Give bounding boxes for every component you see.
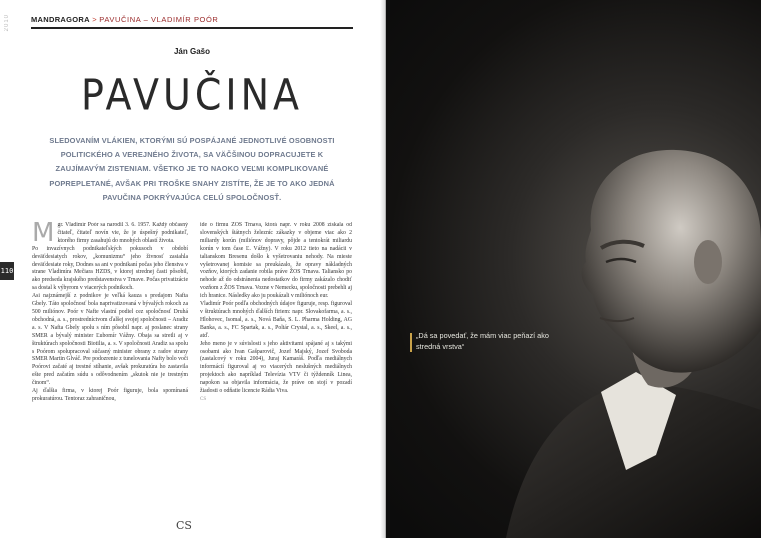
portrait-photo	[386, 0, 761, 538]
pull-quote: „Dá sa povedať, že mám viac peňazí ako stredná vrstva“	[416, 331, 549, 351]
author-byline: Ján Gašo	[173, 47, 210, 56]
ear-shape	[694, 240, 722, 284]
article-lead: SLEDOVANÍM VLÁKIEN, KTORÝMI SÚ POSPÁJANÉ JEDNOTLIVÉ OSOBNOSTI POLITICKÉHO A VEREJNÉHO ŽIVOTA, SA VÄČŠINOU DOPRACUJETE K ZAUJÍMAVÝM ZISTENIAM. VŠETKO JE TO NAOKO VEĽMI KOMPLIKOVANÉ POPREPLETANÉ, AVŠAK PRI TROŠKE SNAHY ZISTÍTE, ŽE JE TO AKO JEDNÁ PAVUČINA POKRÝVAJÚCA CELÚ SPOLOČNOSŤ.	[49, 136, 335, 202]
body-column-2	[200, 222, 352, 514]
folio-ornament: CS	[176, 519, 192, 532]
end-mark: CS	[200, 396, 207, 402]
paragraph: Jeho meno je v súvislosti s jeho aktivitami spájané aj s takými osobami ako Ivan Gašparovič, Jozef Majský, Jozef Svoboda (zastalcový v roku 2004), Juraj Kamaráš. Podľa mediálnych informácií figuroval aj vo viacerých neslušných mediálnych projektoch ako napríklad Televízia VTV či týždenník Linea, napokon sa objavila informácia, že práve on stojí v pozadí žiadosti o odňatie licencie Rádia Viva.	[200, 340, 352, 395]
header-rule	[31, 27, 353, 29]
quote-bar	[410, 333, 412, 352]
right-page	[386, 0, 761, 538]
paragraph: Asi najznámejší z podnikov je veľká kauza s predajom Nafta Gbely. Táto spoločnosť bola naprivatizovaná v bývalých rokoch za 500 miliónov. Poór v Nafte vlastní podiel cez spoločnosť Druhá obchodná, a. s., prostredníctvom ďalšej svojej spoločnosti – Aradiz a. s. V Nafta Gbely spolu s ním pôsobil napr. aj poslanec strany SMER a bývalý minister Ľubomír Vážny. Obaja sa stretli aj v štruktúrach spoločnosti Biotilia, a. s. V spoločnosti Aradiz sa spolu s Poórom spolupracoval súčasný minister obrany z radov strany SMER Martin Glváč. Pre podozrenie z tunelovania Nafty bolo voči Poórovi začaté aj trestné stíhanie, avšak prokuratúra ho zastavila ešte pred začatím súdu s odôvodnením „skutok nie je trestným činom“.	[32, 293, 188, 387]
breadcrumb-topic: PAVUČINA – VLADIMÍR POÓR	[99, 15, 219, 24]
article-title: PAVUČINA	[80, 70, 304, 120]
breadcrumb-separator: >	[89, 15, 100, 24]
page-number-tab: 110	[0, 262, 14, 280]
breadcrumb-section: MANDRAGORA	[31, 15, 90, 24]
paragraph: Aj ďalšia firma, v ktorej Poór figuruje, bola spomínaná prokuratúrou. Tentoraz zahraničnou,	[32, 388, 188, 402]
drop-cap: M	[32, 222, 55, 248]
paragraph: Vladimír Poór podľa obchodných údajov figuruje, resp. figuroval v štruktúrach mnohých ďalších firiem: napr. Slovakofarma, a. s., Hlohovec, Isomal, a. s., Nová Baňa, S. L. Pharma Holding, AG Banka, a. s., FC Spartak, a. s., Poltár Crystal, a. s., Skeel, a. s., atď.	[200, 301, 352, 339]
year-tab: 2010	[4, 14, 10, 32]
body-column-1	[32, 222, 188, 510]
paragraph: ide o firmu ŽOS Trnava, ktorá napr. v roku 2008 získala od slovenských štátnych železníc zákazky v objeme viac ako 2 miliardy korún (miliónov dopravy, pôjde a tentokrát miliardu korún v tom čase Ľ. Vážny). V roku 2012 tieto na nadácii v talianskom Bresenu došlo k vyšetrovaniu nehody. Na mieste vyšetrovanej komisie sa preukázalo, že opravy nákladných vozňov, ktorých zadanie robila práve ŽOS Trnava. Taliansko po nehode až do odstránenia nedostatkov do firmy zakázalo chodiť vozňom z ŽOS Trnava. Vozne v Nemecku, spoločnosti prebehli aj ich hranice. Následky ako ju poukázali v miliónoch eur.	[200, 222, 352, 300]
paragraph: Po invazívnych podnikateľských pokusoch v období deväťdesiatych rokov, „komunizmu“ jeho živnosť zasiahla deväťdesiate roky, Dodnes sa ani v podnikaní počas jeho členstva v strane Vladimíra Mečiara HZDS, v ktorej strednej časti pôsobil, ako predseda krajského predstavenstva v Trnave. Počas privatizácie sa dostal k výbyrom v viacerých podnikoch.	[32, 245, 188, 292]
breadcrumb	[31, 15, 218, 24]
paragraph: gr. Vladimír Poór sa narodil 3. 6. 1957. Každý občasný čitateľ, čitateľ novín vie, že je úspešný podnikateľ, ktorého firmy zasahujú do mnohých oblastí života.	[57, 222, 188, 244]
